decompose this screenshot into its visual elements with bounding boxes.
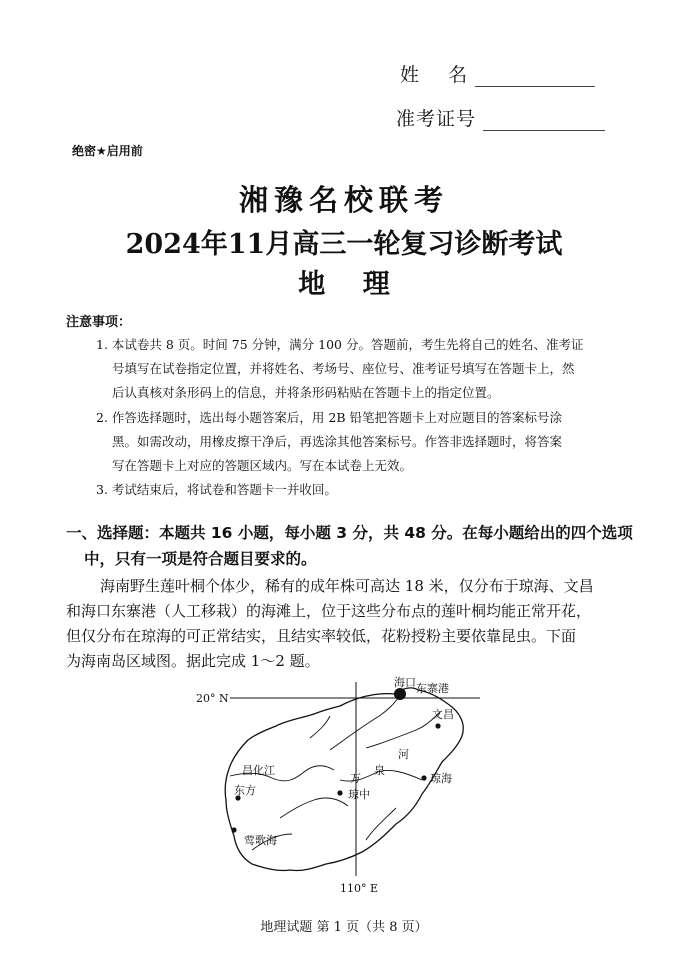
- note-line: 黑。如需改动，用橡皮擦干净后，再选涂其他答案标号。作答非选择题时，将答案: [112, 434, 563, 449]
- wenchang-marker: [435, 723, 440, 728]
- exam-number-input-line[interactable]: [483, 110, 605, 131]
- latitude-label: 20° N: [196, 692, 229, 705]
- note-line: 1. 本试卷共 8 页。时间 75 分钟，满分 100 分。答题前，考生先将自己的姓名、准考证: [96, 337, 584, 352]
- section-heading: 一、选择题：本题共 16 小题，每小题 3 分，共 48 分。在每小题给出的四个选项: [66, 524, 633, 542]
- wanquanhe-label-2: 泉: [374, 764, 385, 777]
- yinggehai-marker: [231, 827, 236, 832]
- section-heading-cont: 中，只有一项是符合题目要求的。: [84, 550, 317, 568]
- note-line: 后认真核对条形码上的信息，并将条形码粘贴在答题卡上的指定位置。: [112, 385, 500, 400]
- passage-line: 和海口东寨港（人工移栽）的海滩上，位于这些分布点的莲叶桐均能正常开花，: [66, 602, 592, 620]
- passage-line: 但仅分布在琼海的可正常结实，且结实率较低，花粉授粉主要依靠昆虫。下面: [66, 627, 577, 645]
- page-footer: 地理试题 第 1 页（共 8 页）: [260, 920, 428, 935]
- passage-line: 为海南岛区域图。据此完成 1～2 题。: [66, 652, 320, 670]
- note-line: 3. 考试结束后，将试卷和答题卡一并收回。: [96, 482, 337, 497]
- hainan-map: [190, 668, 490, 900]
- name-label: 姓 名: [400, 64, 469, 86]
- subject-title: 地 理: [298, 269, 390, 300]
- river-branch: [366, 808, 396, 840]
- exam-union-title: 湘豫名校联考: [238, 183, 449, 217]
- note-line: 写在答题卡上对应的答题区域内。写在本试卷上无效。: [112, 458, 413, 473]
- note-line: 2. 作答选择题时，选出每小题答案后，用 2B 铅笔把答题卡上对应题目的答案标号涂: [96, 410, 562, 425]
- passage-line: 海南野生莲叶桐个体少，稀有的成年株可高达 18 米，仅分布于琼海、文昌: [100, 577, 594, 595]
- longitude-label: 110° E: [340, 882, 379, 895]
- yinggehai-label: 莺歌海: [244, 834, 277, 847]
- exam-name-title: 2024年11月高三一轮复习诊断考试: [125, 229, 563, 260]
- qionghai-label: 琼海: [430, 772, 452, 785]
- changhuajiang-label: 昌化江: [242, 764, 275, 777]
- dongzhaigang-label: 东寨港: [416, 682, 449, 695]
- wanquanhe-label-3: 河: [398, 748, 409, 761]
- confidential-mark: 绝密★启用前: [72, 144, 143, 158]
- river-branch: [310, 716, 330, 738]
- name-field-row: [400, 60, 595, 87]
- exam-number-field-row: [396, 104, 605, 131]
- qiongzhong-marker: [337, 790, 342, 795]
- name-input-line[interactable]: [475, 66, 595, 87]
- qiongzhong-label: 琼中: [348, 788, 370, 801]
- wanquanhe-label-1: 万: [350, 772, 361, 785]
- wenchang-label: 文昌: [432, 708, 454, 721]
- river-branch: [280, 798, 348, 818]
- exam-number-label: 准考证号: [396, 108, 477, 130]
- haikou-label: 海口: [394, 676, 416, 689]
- note-line: 号填写在试卷指定位置，并将姓名、考场号、座位号、准考证号填写在答题卡上，然: [112, 361, 575, 376]
- dongfang-label: 东方: [234, 784, 256, 797]
- notes-heading: 注意事项：: [66, 315, 132, 330]
- qionghai-marker: [421, 775, 426, 780]
- haikou-marker: [394, 688, 406, 700]
